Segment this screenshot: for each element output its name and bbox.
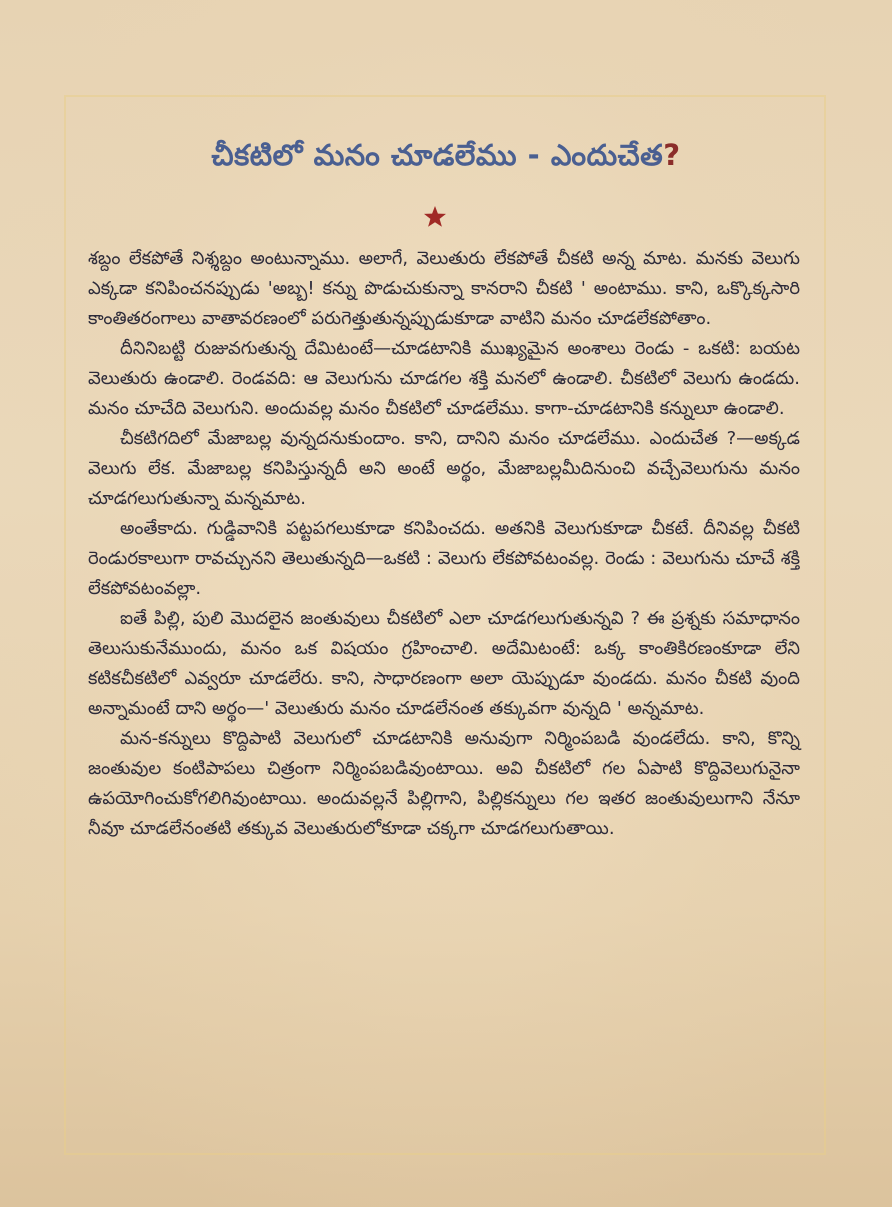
paragraph-5: ఐతే పిల్లి, పులి మొదలైన జంతువులు చీకటిలో ఎలా చూడగలుగుతున్నవి ? ఈ ప్రశ్నకు సమాధానం తెలుసుకునేముందు, మనం ఒక విషయం గ్రహించాలి. అదేమిటంటే: ఒక్క కాంతికిరణంకూడా లేని కటికచీకటిలో ఎవ్వరూ చూడలేరు. కాని, సాధారణంగా అలా యెప్పుడూ వుండదు. మనం చీకటి వుంది అన్నామంటే దాని అర్థం—' వెలుతురు మనం చూడలేనంత తక్కువగా వున్నది ' అన్నమాట. [88,608,800,719]
page-title [0,138,892,180]
paragraph-2: దీనినిబట్టి రుజువగుతున్న దేమిటంటే—చూడటానికి ముఖ్యమైన అంశాలు రెండు - ఒకటి: బయట వెలుతురు ఉండాలి. రెండవది: ఆ వెలుగును చూడగల శక్తి మనలో ఉండాలి. చీకటిలో వెలుగు ఉండదు. మనం చూచేది వెలుగుని. అందువల్ల మనం చీకటిలో చూడలేము. కాగా-చూడటానికి కన్నులూ ఉండాలి. [88,338,800,419]
star-icon [423,205,447,229]
paragraph-1: శబ్దం లేకపోతే నిశ్శబ్దం అంటున్నాము. అలాగే, వెలుతురు లేకపోతే చీకటి అన్న మాట. మనకు వెలుగు ఎక్కడా కనిపించనప్పుడు 'అబ్బ! కన్ను పొడుచుకున్నా కానరాని చీకటి ' అంటాము. కాని, ఒక్కొక్కసారి కాంతితరంగాలు వాతావరణంలో పరుగెత్తుతున్నప్పుడుకూడా వాటిని మనం చూడలేకపోతాం. [88,248,800,329]
paragraph-6: మన-కన్నులు కొద్దిపాటి వెలుగులో చూడటానికి అనువుగా నిర్మింపబడి వుండలేదు. కాని, కొన్ని జంతువుల కంటిపాపలు చిత్రంగా నిర్మింపబడివుంటాయి. అవి చీకటిలో గల ఏపాటి కొద్దివెలుగునైనా ఉపయోగించుకోగలిగివుంటాయి. అందువల్లనే పిల్లిగాని, పిల్లికన్నులు గల ఇతర జంతువులుగాని నేనూ నీవూ చూడలేనంతటి తక్కువ వెలుతురులోకూడా చక్కగా చూడగలుగుతాయి. [88,728,800,839]
title-text: చీకటిలో మనం చూడలేము - ఎందుచేత [211,138,664,172]
paragraph-3: చీకటిగదిలో మేజాబల్ల వున్నదనుకుందాం. కాని, దానిని మనం చూడలేము. ఎందుచేత ?—అక్కడ వెలుగు లేక. మేజాబల్ల కనిపిస్తున్నదీ అని అంటే అర్థం, మేజాబల్లమీదినుంచి వచ్చేవెలుగును మనం చూడగలుగుతున్నా మన్నమాట. [88,428,800,509]
paragraph-4: అంతేకాదు. గుడ్డివానికి పట్టపగలుకూడా కనిపించదు. అతనికి వెలుగుకూడా చీకటే. దీనివల్ల చీకటి రెండురకాలుగా రావచ్చునని తెలుతున్నది—ఒకటి : వెలుగు లేకపోవటంవల్ల. రెండు : వెలుగును చూచే శక్తి లేకపోవటంవల్లా. [88,518,800,599]
article-body [88,244,800,844]
title-question-mark: ? [663,138,681,172]
star-shape [424,206,446,227]
